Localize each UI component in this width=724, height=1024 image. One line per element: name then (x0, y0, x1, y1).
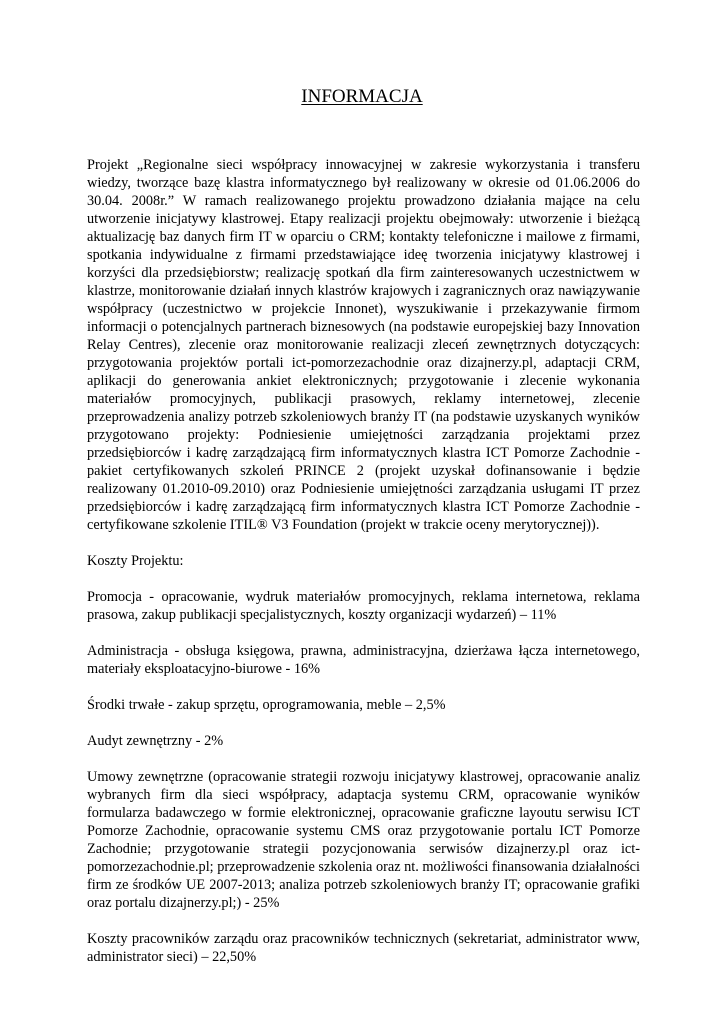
cost-item-srodki-trwale: Środki trwałe - zakup sprzętu, oprogramowania, meble – 2,5% (87, 697, 446, 713)
cost-item-audyt: Audyt zewnętrzny - 2% (87, 733, 224, 749)
cost-item-koszty-pracownikow: Koszty pracowników zarządu oraz pracowników technicznych (sekretariat, administrator www, administrator sieci) – 22,50% (87, 931, 640, 965)
cost-item-umowy-zewnetrzne: Umowy zewnętrzne (opracowanie strategii rozwoju inicjatywy klastrowej, opracowanie analiz wybranych firm dla sieci współpracy, adaptacja systemu CRM, opracowanie wyników formularza badawczego w formie elektronicznej, opracowanie graficzne layoutu serwisu ICT Pomorze Zachodnie, opracowanie systemu CMS oraz przygotowanie portalu ICT Pomorze Zachodnie; przygotowanie strategii pozycjonowania serwisów dizajnerzy.pl oraz ict-pomorzezachodnie.pl; przeprowadzenie szkolenia oraz nt. możliwości finansowania działalności firm ze środków UE 2007-2013; analiza potrzeb szkoleniowych branży IT; opracowanie grafiki oraz portalu dizajnerzy.pl;) - 25% (87, 769, 640, 911)
document-body (87, 156, 640, 984)
costs-heading: Koszty Projektu: (87, 553, 184, 569)
project-description-paragraph: Projekt „Regionalne sieci współpracy innowacyjnej w zakresie wykorzystania i transferu wiedzy, tworzące bazę klastra informatycznego był realizowany w okresie od 01.06.2006 do 30.04. 2008r.” W ramach realizowanego projektu prowadzono działania mające na celu utworzenie inicjatywy klastrowej. Etapy realizacji projektu obejmowały: utworzenie i bieżącą aktualizację baz danych firm IT w oparciu o CRM; kontakty telefoniczne i mailowe z firmami, spotkania indywidualne z firmami przedstawiające ideę tworzenia inicjatywy klastrowej i korzyści dla przedsiębiorstw; realizację spotkań dla firm zainteresowanych uczestnictwem w klastrze, monitorowanie działań innych klastrów krajowych i zagranicznych oraz nawiązywanie współpracy (uczestnictwo w projekcie Innonet), wyszukiwanie i przekazywanie firmom informacji o potencjalnych partnerach biznesowych (na podstawie europejskiej bazy Innovation Relay Centres), zlecenie oraz monitorowanie realizacji zleceń zewnętrznych dotyczących: przygotowania projektów portali ict-pomorzezachodnie oraz dizajnerzy.pl, adaptacji CRM, aplikacji do generowania ankiet elektronicznych; przygotowanie i zlecenie wykonania materiałów promocyjnych, publikacji prasowych, reklamy internetowej, zlecenie przeprowadzenia analizy potrzeb szkoleniowych branży IT (na podstawie uzyskanych wyników przygotowano projekty: Podniesienie umiejętności zarządzania projektami przez przedsiębiorców i kadrę zarządzającą firm informatycznych klastra ICT Pomorze Zachodnie - pakiet certyfikowanych szkoleń PRINCE 2 (projekt uzyskał dofinansowanie i będzie realizowany 01.2010-09.2010) oraz Podniesienie umiejętności zarządzania usługami IT przez przedsiębiorców i kadrę zarządzającą firm informatycznych klastra ICT Pomorze Zachodnie - certyfikowane szkolenie ITIL® V3 Foundation (projekt w trakcie oceny merytorycznej)). (87, 157, 640, 533)
cost-item-promocja: Promocja - opracowanie, wydruk materiałów promocyjnych, reklama internetowa, reklama prasowa, zakup publikacji specjalistycznych, koszty organizacji wydarzeń) – 11% (87, 589, 640, 623)
document-title: INFORMACJA (301, 86, 423, 107)
cost-item-administracja: Administracja - obsługa księgowa, prawna, administracyjna, dzierżawa łącza internetowego, materiały eksploatacyjno-biurowe - 16% (87, 643, 640, 677)
